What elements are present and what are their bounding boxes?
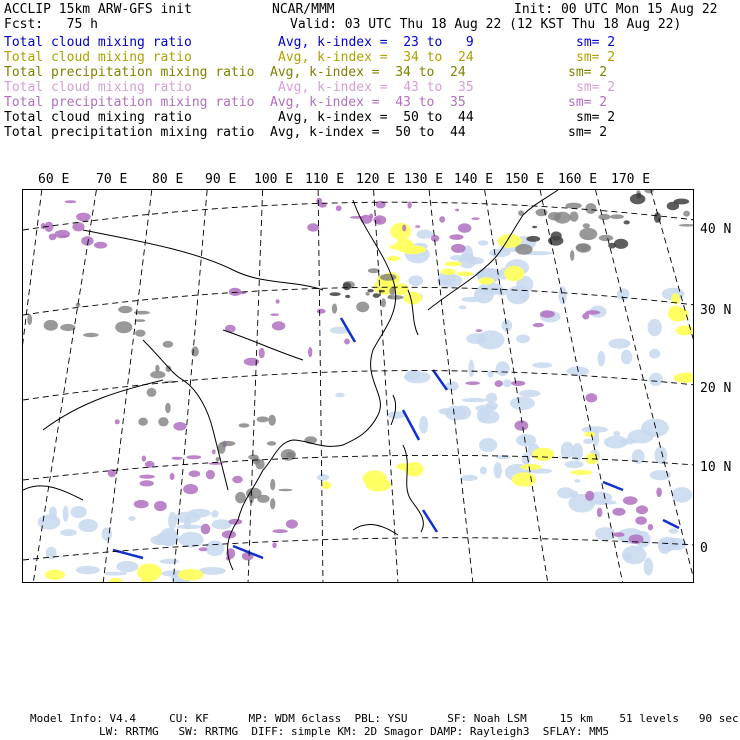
field-sm: sm= 2 [576, 110, 616, 125]
violet-patch [76, 213, 91, 222]
yellow-patch [178, 569, 204, 581]
cloud-patch [458, 305, 466, 309]
gray-patch [138, 418, 148, 426]
longitude-line [248, 190, 263, 583]
cloud-patch [583, 439, 593, 445]
violet-patch [451, 244, 466, 253]
cloud-patch [211, 510, 219, 518]
violet-patch [495, 380, 503, 387]
coastline [343, 200, 396, 445]
field-avg: Avg, k-index = 34 to 24 [278, 50, 474, 65]
violet-patch [466, 381, 480, 385]
violet-patch [407, 201, 411, 208]
lon-label: 130 E [404, 172, 444, 187]
lon-label: 60 E [38, 172, 70, 187]
cloud-patch [522, 453, 531, 465]
field-name: Total cloud mixing ratio [4, 80, 192, 95]
violet-patch [154, 501, 167, 511]
violet-patch [586, 393, 598, 402]
gray-patch [257, 495, 270, 503]
cloud-patch [60, 529, 77, 536]
cloud-patch [648, 319, 662, 336]
yellow-patch [668, 307, 689, 321]
cloud-patch [468, 360, 474, 378]
cloud-patch [582, 426, 608, 433]
dark-gray-patch [637, 193, 642, 199]
violet-patch [189, 470, 201, 477]
violet-patch [72, 222, 84, 231]
gray-patch [83, 333, 99, 337]
cloud-patch [532, 362, 552, 368]
gray-patch [368, 268, 380, 273]
cloud-patch [623, 553, 633, 560]
violet-patch [308, 347, 312, 357]
violet-patch [183, 484, 198, 494]
field-sm: sm= 2 [576, 50, 616, 65]
yellow-patch [504, 266, 524, 281]
violet-patch [140, 480, 154, 486]
dark-gray-patch [373, 293, 380, 298]
gray-patch [257, 416, 269, 422]
violet-patch [533, 323, 544, 327]
cloud-patch [437, 274, 462, 288]
gray-patch [565, 203, 581, 209]
dark-gray-patch [367, 289, 373, 292]
dark-gray-patch [667, 202, 679, 210]
blue-streak [423, 510, 437, 532]
gray-patch [598, 214, 610, 220]
lon-label: 90 E [205, 172, 237, 187]
org-label: NCAR/MMM [272, 2, 335, 17]
violet-patch [344, 339, 350, 345]
cloud-patch [628, 430, 654, 444]
field-sm: sm= 2 [568, 95, 608, 110]
field-avg: Avg, k-index = 50 to 44 [278, 110, 474, 125]
gray-patch [570, 211, 579, 221]
violet-patch [613, 532, 625, 537]
violet-patch [206, 470, 215, 480]
blue-streak [403, 410, 419, 440]
violet-patch [540, 310, 555, 318]
lon-label: 120 E [356, 172, 396, 187]
gray-patch [683, 211, 690, 217]
lon-label: 80 E [152, 172, 184, 187]
cloud-patch [205, 541, 224, 557]
violet-patch [229, 288, 242, 296]
cloud-patch [71, 506, 87, 518]
latitude-line [23, 538, 694, 560]
lat-label: 0 [700, 541, 708, 556]
model-info-line: Model Info: V4.4 CU: KF MP: WDM 6class PBL: YSU SF: Noah LSM 15 km 51 levels 90 sec [30, 712, 739, 725]
violet-patch [244, 358, 259, 366]
yellow-patch [520, 464, 541, 470]
lon-label: 100 E [254, 172, 294, 187]
field-sm: sm= 2 [568, 125, 608, 140]
violet-patch [272, 542, 276, 548]
lon-label: 170 E [611, 172, 651, 187]
latitude-line [23, 455, 694, 480]
violet-patch [458, 223, 472, 233]
field-avg: Avg, k-index = 23 to 9 [278, 35, 474, 50]
cloud-patch [510, 397, 535, 410]
gray-patch [583, 223, 590, 228]
violet-patch [369, 214, 373, 219]
field-name: Total cloud mixing ratio [4, 50, 192, 65]
gray-patch [278, 489, 292, 491]
lat-label: 30 N [700, 303, 732, 318]
violet-patch [582, 313, 589, 320]
cloud-patch [128, 516, 135, 521]
gray-patch [585, 203, 596, 214]
yellow-patch [676, 325, 694, 335]
gray-patch [115, 321, 132, 333]
yellow-patch [321, 481, 331, 489]
cloud-patch [478, 240, 489, 245]
yellow-patch [440, 269, 456, 275]
cloud-patch [461, 297, 482, 302]
cloud-patch [557, 487, 574, 498]
physics-info-line: LW: RRTMG SW: RRTMG DIFF: simple KM: 2D Smagor DAMP: Rayleigh3 SFLAY: MM5 [99, 725, 609, 738]
gray-patch [118, 306, 132, 313]
coastline [23, 486, 83, 500]
field-name: Total cloud mixing ratio [4, 35, 192, 50]
cloud-patch [494, 462, 502, 478]
gray-patch [570, 250, 574, 261]
cloud-patch [63, 506, 69, 522]
gray-patch [27, 314, 32, 325]
yellow-patch [532, 448, 554, 461]
gray-patch [60, 324, 75, 331]
cloud-patch [317, 474, 329, 481]
gray-patch [165, 403, 171, 413]
violet-patch [511, 381, 525, 386]
yellow-patch [401, 245, 427, 254]
coastline [353, 525, 398, 535]
violet-patch [259, 348, 265, 359]
gray-patch [366, 292, 370, 296]
cloud-patch [76, 566, 100, 574]
cloud-patch [160, 559, 179, 564]
violet-patch [629, 534, 644, 544]
gray-patch [270, 479, 275, 490]
mid-level-cloud-layer [45, 223, 694, 583]
cloud-patch [467, 257, 484, 264]
cloud-patch [419, 416, 428, 434]
dark-gray-patch [343, 282, 352, 290]
init-time: Init: 00 UTC Mon 15 Aug 22 [514, 2, 718, 17]
gray-patch [381, 298, 386, 307]
cloud-patch [462, 398, 488, 402]
violet-patch [173, 422, 186, 431]
field-name: Total precipitation mixing ratio [4, 65, 255, 80]
dark-gray-patch [345, 295, 350, 298]
violet-patch [139, 475, 155, 479]
cloud-patch [188, 509, 211, 518]
field-avg: Avg, k-index = 43 to 35 [278, 80, 474, 95]
gray-patch [216, 457, 220, 461]
violet-patch [201, 524, 211, 535]
gray-patch [332, 304, 337, 314]
violet-patch [336, 205, 342, 211]
violet-patch [450, 234, 464, 240]
yellow-patch [478, 277, 494, 284]
violet-patch [94, 242, 107, 249]
gray-patch [388, 295, 392, 299]
violet-patch [270, 313, 279, 316]
gray-patch [579, 228, 597, 240]
gray-patch [270, 498, 275, 509]
cloud-patch [150, 535, 168, 545]
valid-time: Valid: 03 UTC Thu 18 Aug 22 (12 KST Thu 18 Aug 22) [290, 17, 682, 32]
cloud-patch [445, 406, 466, 421]
cloud-patch [335, 393, 344, 398]
cloud-patch [116, 561, 138, 572]
gray-patch [239, 423, 250, 427]
gray-patch [380, 274, 397, 281]
violet-patch [232, 476, 243, 484]
cloud-patch [672, 487, 693, 503]
coastline [403, 445, 423, 532]
violet-patch [439, 216, 445, 223]
cloud-patch [405, 370, 419, 380]
gray-patch [248, 454, 259, 459]
violet-patch [402, 225, 406, 232]
violet-patch [276, 299, 280, 303]
gray-patch [644, 190, 654, 193]
cloud-patch [104, 572, 128, 576]
lat-label: 20 N [700, 381, 732, 396]
violet-patch [656, 488, 662, 498]
violet-patch [471, 217, 479, 220]
coastline [391, 395, 396, 425]
violet-patch [515, 420, 529, 430]
yellow-patch [150, 568, 161, 575]
cloud-patch [480, 467, 487, 475]
violet-patch [134, 500, 149, 508]
upper-precip-layer [41, 198, 662, 561]
violet-patch [186, 455, 201, 459]
violet-patch [455, 209, 459, 212]
gray-patch [268, 415, 276, 426]
cloud-patch [486, 393, 497, 404]
gray-patch [554, 212, 571, 224]
cloud-patch [658, 540, 671, 554]
yellow-patch [445, 261, 462, 266]
violet-patch [142, 456, 146, 462]
gray-patch [576, 243, 591, 252]
dark-gray-patch [624, 220, 630, 224]
yellow-patch [367, 475, 376, 483]
violet-patch [272, 321, 286, 330]
violet-patch [415, 225, 420, 228]
yellow-patch [570, 470, 592, 475]
dark-gray-patch [551, 231, 562, 240]
cloud-patch [417, 230, 433, 239]
gray-patch [356, 302, 369, 313]
cloud-patch [669, 528, 679, 533]
field-avg: Avg, k-index = 43 to 35 [270, 95, 466, 110]
cloud-patch [604, 436, 628, 449]
gray-patch [163, 341, 174, 348]
cloud-shading-layer [38, 230, 693, 584]
yellow-patch [387, 256, 401, 261]
gray-patch [610, 214, 624, 219]
cloud-patch [613, 431, 620, 437]
cloud-patch [496, 361, 510, 376]
yellow-patch [108, 578, 124, 583]
blue-streak [603, 482, 623, 490]
lon-label: 140 E [454, 172, 494, 187]
cloud-patch [184, 515, 191, 530]
gray-patch [150, 371, 165, 379]
gray-patch [515, 244, 532, 255]
lon-label: 160 E [558, 172, 598, 187]
map-canvas [23, 190, 694, 583]
yellow-patch [404, 292, 422, 305]
gray-patch [135, 330, 145, 337]
cloud-patch [598, 351, 606, 367]
violet-patch [623, 496, 638, 505]
cloud-patch [408, 275, 423, 286]
cloud-patch [621, 350, 632, 365]
lat-label: 10 N [700, 460, 732, 475]
yellow-patch [673, 373, 694, 383]
model-title: ACCLIP 15km ARW-GFS init [4, 2, 192, 17]
violet-patch [612, 508, 625, 516]
lon-label: 70 E [96, 172, 128, 187]
cloud-patch [649, 349, 660, 359]
blue-streak [663, 520, 679, 528]
cloud-patch [649, 373, 663, 386]
violet-patch [636, 505, 648, 514]
yellow-patch [45, 570, 66, 580]
violet-patch [115, 419, 120, 424]
violet-patch [272, 529, 287, 533]
dark-gray-patch [614, 239, 628, 249]
cloud-patch [168, 512, 177, 530]
violet-patch [648, 524, 653, 531]
violet-patch [170, 473, 175, 480]
violet-patch [199, 547, 208, 551]
gray-patch [44, 320, 58, 331]
yellow-patch [512, 472, 536, 486]
map-panel [22, 189, 694, 583]
gray-patch [679, 224, 694, 227]
field-avg: Avg, k-index = 34 to 24 [270, 65, 466, 80]
cloud-patch [179, 532, 204, 548]
cloud-patch [519, 390, 541, 397]
dark-gray-patch [330, 292, 341, 296]
yellow-patch [584, 432, 595, 437]
field-sm: sm= 2 [576, 35, 616, 50]
field-name: Total cloud mixing ratio [4, 110, 192, 125]
cloud-patch [102, 527, 112, 540]
cloud-patch [503, 379, 512, 387]
field-sm: sm= 2 [568, 65, 608, 80]
violet-patch [171, 457, 183, 460]
field-avg: Avg, k-index = 50 to 44 [270, 125, 466, 140]
lon-label: 150 E [505, 172, 545, 187]
cloud-patch [450, 255, 465, 261]
gray-patch [267, 441, 276, 445]
cloud-patch [565, 461, 584, 468]
cloud-patch [479, 438, 497, 452]
gray-patch [158, 417, 168, 426]
blue-streak [433, 370, 447, 390]
field-name: Total precipitation mixing ratio [4, 95, 255, 110]
violet-patch [317, 309, 326, 314]
gray-patch [235, 492, 246, 503]
cloud-patch [38, 515, 61, 530]
cloud-patch [479, 410, 500, 423]
cloud-patch [574, 479, 580, 483]
cloud-patch [655, 446, 668, 464]
violet-patch [585, 491, 594, 501]
violet-patch [286, 519, 298, 528]
cloud-patch [477, 330, 505, 349]
cloud-patch [644, 558, 653, 576]
violet-patch [476, 329, 483, 332]
violet-patch [49, 234, 57, 241]
longitude-line [318, 190, 323, 583]
violet-patch [597, 508, 603, 518]
field-sm: sm= 2 [576, 80, 616, 95]
gray-patch [135, 319, 146, 322]
violet-patch [212, 449, 216, 454]
coastline [83, 230, 323, 290]
dark-gray-patch [532, 226, 537, 228]
violet-patch [307, 223, 319, 231]
gray-patch [599, 235, 614, 241]
cloud-patch [608, 339, 630, 349]
field-name: Total precipitation mixing ratio [4, 125, 255, 140]
violet-patch [55, 230, 70, 238]
yellow-patch [457, 271, 473, 276]
cloud-patch [78, 519, 98, 532]
dark-gray-patch [526, 236, 540, 242]
gray-patch [147, 388, 157, 397]
violet-patch [635, 516, 647, 524]
lon-label: 110 E [305, 172, 345, 187]
cloud-patch [561, 442, 575, 459]
yellow-patch [390, 223, 411, 240]
cloud-patch [461, 475, 478, 481]
cloud-patch [516, 334, 530, 343]
cloud-patch [558, 286, 566, 304]
lat-lon-grid [23, 190, 694, 583]
lat-label: 40 N [700, 222, 732, 237]
violet-patch [65, 200, 77, 203]
forecast-hour: Fcst: 75 h [4, 17, 98, 32]
